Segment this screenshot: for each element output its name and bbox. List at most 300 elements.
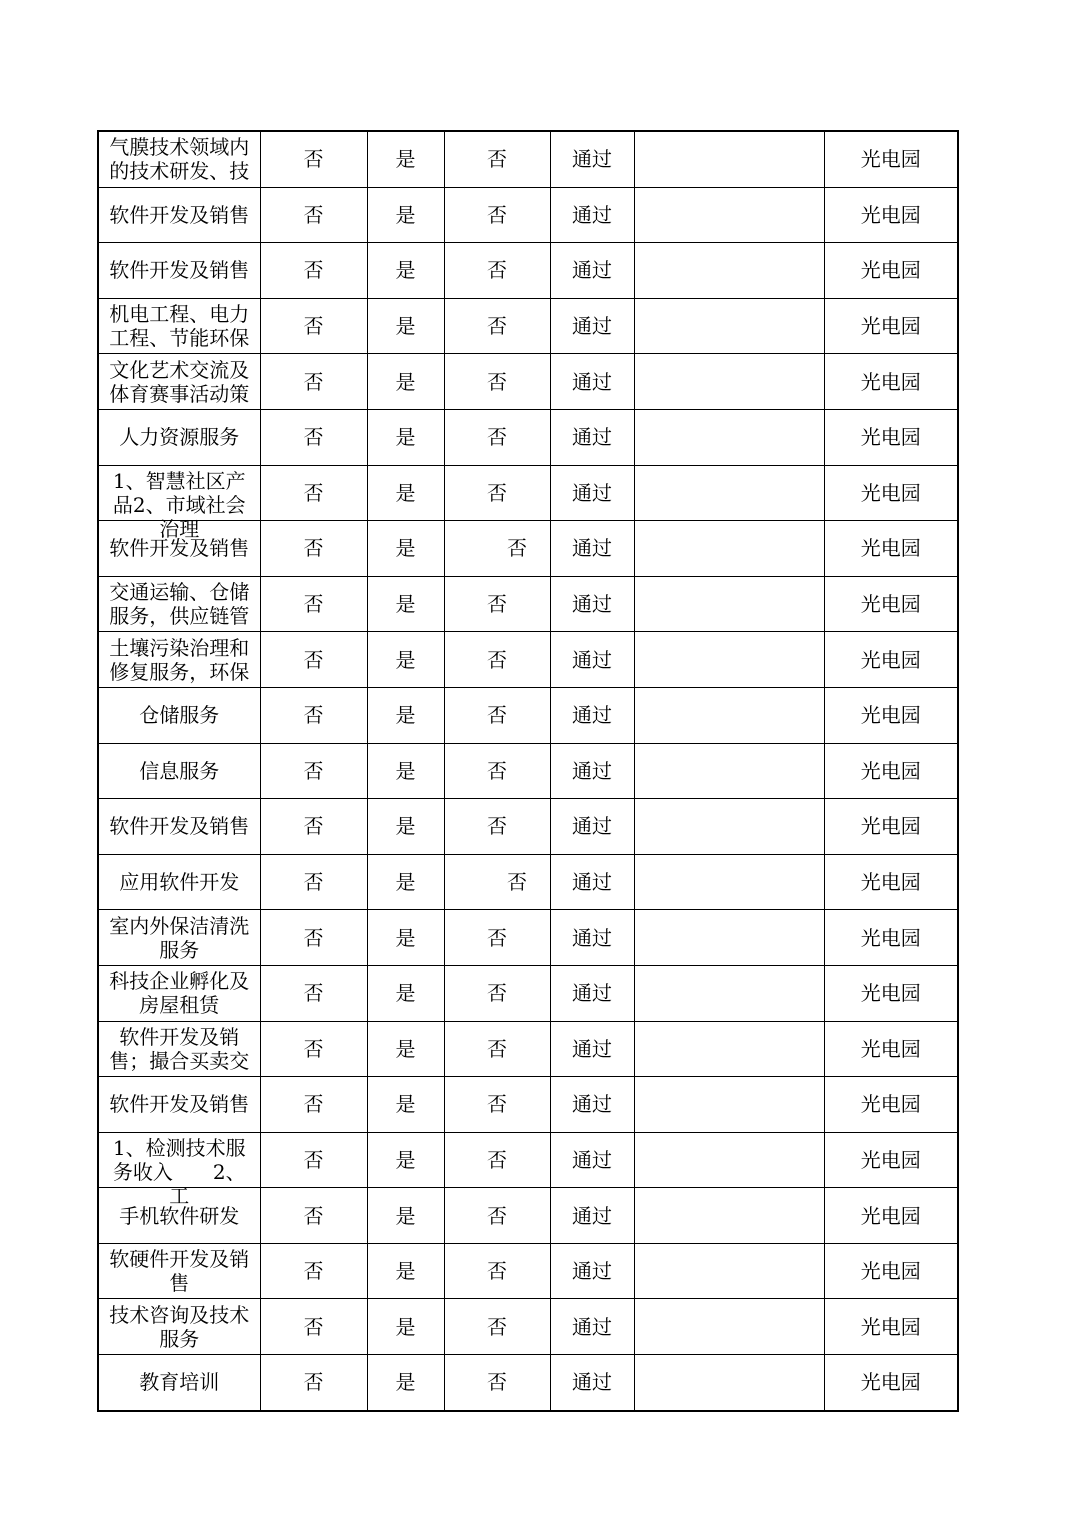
col2-cell xyxy=(260,354,367,410)
col2-cell xyxy=(260,1299,367,1355)
description-text: 软件开发及销售 xyxy=(109,202,250,227)
result-text: 通过 xyxy=(572,1036,612,1061)
description-text: 机电工程、电力工程、节能环保 xyxy=(109,302,250,351)
result-text: 通过 xyxy=(572,647,612,672)
col4-cell xyxy=(444,187,550,243)
table-row xyxy=(98,1132,958,1188)
table-row xyxy=(98,576,958,632)
note-cell xyxy=(634,187,824,243)
location-cell xyxy=(824,298,958,354)
description-cell xyxy=(98,354,260,410)
col4-text: 否 xyxy=(487,814,507,839)
result-text: 通过 xyxy=(572,536,612,561)
col3-cell xyxy=(367,1355,444,1411)
col2-cell xyxy=(260,1188,367,1244)
note-cell xyxy=(634,521,824,577)
col3-text: 是 xyxy=(395,592,416,617)
col4-text: 否 xyxy=(487,202,507,227)
col4-text: 否 xyxy=(487,647,507,672)
note-cell xyxy=(634,1132,824,1188)
col2-text: 否 xyxy=(303,647,324,672)
col3-text: 是 xyxy=(395,425,416,450)
col4-text: 否 xyxy=(507,870,527,895)
col4-cell xyxy=(444,1077,550,1133)
col2-text: 否 xyxy=(303,202,324,227)
result-text: 通过 xyxy=(572,480,612,505)
description-cell xyxy=(98,965,260,1021)
col2-text: 否 xyxy=(303,147,324,172)
location-cell xyxy=(824,1077,958,1133)
col2-cell xyxy=(260,1243,367,1299)
location-cell xyxy=(824,187,958,243)
col4-cell xyxy=(444,521,550,577)
location-text: 光电园 xyxy=(860,703,921,728)
note-cell xyxy=(634,354,824,410)
location-cell xyxy=(824,854,958,910)
result-text: 通过 xyxy=(572,981,612,1006)
col2-cell xyxy=(260,298,367,354)
col4-cell xyxy=(444,243,550,299)
description-cell xyxy=(98,1299,260,1355)
col3-cell xyxy=(367,354,444,410)
col2-text: 否 xyxy=(303,536,324,561)
location-cell xyxy=(824,1299,958,1355)
col3-cell xyxy=(367,799,444,855)
col3-cell xyxy=(367,298,444,354)
col2-cell xyxy=(260,243,367,299)
description-cell xyxy=(98,409,260,465)
description-cell xyxy=(98,910,260,966)
note-cell xyxy=(634,1355,824,1411)
col3-cell xyxy=(367,409,444,465)
description-text: 气膜技术领域内的技术研发、技 xyxy=(109,135,250,184)
description-cell xyxy=(98,298,260,354)
note-cell xyxy=(634,1299,824,1355)
col2-cell xyxy=(260,743,367,799)
location-text: 光电园 xyxy=(860,981,921,1006)
location-cell xyxy=(824,409,958,465)
description-cell xyxy=(98,187,260,243)
col2-text: 否 xyxy=(303,592,324,617)
col3-cell xyxy=(367,1021,444,1077)
description-text: 教育培训 xyxy=(139,1370,220,1395)
result-text: 通过 xyxy=(572,1147,612,1172)
col4-text: 否 xyxy=(487,425,507,450)
location-text: 光电园 xyxy=(860,814,921,839)
result-cell xyxy=(550,632,634,688)
location-text: 光电园 xyxy=(860,147,921,172)
col3-cell xyxy=(367,743,444,799)
col3-text: 是 xyxy=(395,1203,416,1228)
description-text: 交通运输、仓储服务，供应链管 xyxy=(109,580,250,629)
col3-text: 是 xyxy=(395,314,416,339)
note-cell xyxy=(634,409,824,465)
col4-text: 否 xyxy=(487,1314,507,1339)
col4-text: 否 xyxy=(487,1147,507,1172)
description-text: 仓储服务 xyxy=(139,703,220,728)
result-text: 通过 xyxy=(572,147,612,172)
col3-text: 是 xyxy=(395,1259,416,1284)
result-text: 通过 xyxy=(572,703,612,728)
col2-text: 否 xyxy=(303,1259,324,1284)
description-text: 人力资源服务 xyxy=(119,425,240,450)
col3-cell xyxy=(367,854,444,910)
note-cell xyxy=(634,243,824,299)
col2-text: 否 xyxy=(303,1203,324,1228)
location-text: 光电园 xyxy=(860,647,921,672)
col3-cell xyxy=(367,965,444,1021)
col3-text: 是 xyxy=(395,1092,416,1117)
result-cell xyxy=(550,854,634,910)
col4-text: 否 xyxy=(487,147,507,172)
table-row xyxy=(98,632,958,688)
result-cell xyxy=(550,243,634,299)
table-row xyxy=(98,1188,958,1244)
col2-cell xyxy=(260,1077,367,1133)
col3-text: 是 xyxy=(395,369,416,394)
table-row xyxy=(98,1243,958,1299)
result-text: 通过 xyxy=(572,1259,612,1284)
location-text: 光电园 xyxy=(860,925,921,950)
col3-text: 是 xyxy=(395,480,416,505)
table-row xyxy=(98,1021,958,1077)
col3-text: 是 xyxy=(395,1036,416,1061)
result-cell xyxy=(550,799,634,855)
table-row xyxy=(98,1355,958,1411)
result-cell xyxy=(550,409,634,465)
location-text: 光电园 xyxy=(860,202,921,227)
col4-cell xyxy=(444,576,550,632)
table-row xyxy=(98,854,958,910)
col4-text: 否 xyxy=(507,536,527,561)
col3-text: 是 xyxy=(395,202,416,227)
col4-text: 否 xyxy=(487,258,507,283)
result-text: 通过 xyxy=(572,870,612,895)
result-text: 通过 xyxy=(572,1314,612,1339)
col2-text: 否 xyxy=(303,480,324,505)
location-cell xyxy=(824,1243,958,1299)
description-text: 手机软件研发 xyxy=(119,1203,240,1228)
col2-cell xyxy=(260,521,367,577)
col2-text: 否 xyxy=(303,258,324,283)
location-text: 光电园 xyxy=(860,1370,921,1395)
result-cell xyxy=(550,1077,634,1133)
description-text: 软硬件开发及销售 xyxy=(109,1247,250,1296)
col4-cell xyxy=(444,409,550,465)
col2-cell xyxy=(260,965,367,1021)
col3-cell xyxy=(367,687,444,743)
col2-cell xyxy=(260,1021,367,1077)
col3-cell xyxy=(367,1188,444,1244)
table-row xyxy=(98,409,958,465)
col3-cell xyxy=(367,521,444,577)
col2-text: 否 xyxy=(303,870,324,895)
result-cell xyxy=(550,465,634,521)
col2-text: 否 xyxy=(303,814,324,839)
col4-text: 否 xyxy=(487,1203,507,1228)
result-text: 通过 xyxy=(572,1203,612,1228)
location-text: 光电园 xyxy=(860,258,921,283)
col3-text: 是 xyxy=(395,147,416,172)
col4-cell xyxy=(444,1243,550,1299)
location-text: 光电园 xyxy=(860,1092,921,1117)
description-cell xyxy=(98,243,260,299)
table-row xyxy=(98,687,958,743)
col3-cell xyxy=(367,1077,444,1133)
col4-cell xyxy=(444,354,550,410)
result-text: 通过 xyxy=(572,1092,612,1117)
col3-text: 是 xyxy=(395,814,416,839)
location-cell xyxy=(824,1132,958,1188)
table-row xyxy=(98,1299,958,1355)
col4-text: 否 xyxy=(487,314,507,339)
col4-cell xyxy=(444,799,550,855)
col3-cell xyxy=(367,465,444,521)
location-cell xyxy=(824,1355,958,1411)
result-cell xyxy=(550,298,634,354)
result-cell xyxy=(550,910,634,966)
col2-cell xyxy=(260,1355,367,1411)
description-cell xyxy=(98,799,260,855)
col3-text: 是 xyxy=(395,758,416,783)
location-text: 光电园 xyxy=(860,1314,921,1339)
col4-cell xyxy=(444,854,550,910)
description-text: 1、智慧社区产品2、市域社会治理 xyxy=(112,468,246,541)
result-cell xyxy=(550,1021,634,1077)
description-text: 文化艺术交流及体育赛事活动策 xyxy=(109,357,250,406)
col2-cell xyxy=(260,1132,367,1188)
description-text: 软件开发及销售 xyxy=(109,536,250,561)
table-row xyxy=(98,1077,958,1133)
col4-cell xyxy=(444,465,550,521)
col4-cell xyxy=(444,1021,550,1077)
description-cell xyxy=(98,632,260,688)
col3-text: 是 xyxy=(395,925,416,950)
location-cell xyxy=(824,632,958,688)
table-row xyxy=(98,910,958,966)
col3-text: 是 xyxy=(395,981,416,1006)
note-cell xyxy=(634,910,824,966)
table-row xyxy=(98,243,958,299)
col2-text: 否 xyxy=(303,981,324,1006)
description-text: 软件开发及销售 xyxy=(109,1092,250,1117)
col2-cell xyxy=(260,854,367,910)
location-cell xyxy=(824,910,958,966)
col2-text: 否 xyxy=(303,1147,324,1172)
description-cell xyxy=(98,1355,260,1411)
location-text: 光电园 xyxy=(860,1036,921,1061)
note-cell xyxy=(634,1077,824,1133)
table-row xyxy=(98,521,958,577)
col2-text: 否 xyxy=(303,425,324,450)
result-text: 通过 xyxy=(572,592,612,617)
col3-cell xyxy=(367,910,444,966)
result-cell xyxy=(550,1243,634,1299)
col3-text: 是 xyxy=(395,258,416,283)
location-cell xyxy=(824,576,958,632)
col4-text: 否 xyxy=(487,925,507,950)
location-text: 光电园 xyxy=(860,536,921,561)
result-cell xyxy=(550,965,634,1021)
col2-text: 否 xyxy=(303,314,324,339)
note-cell xyxy=(634,1021,824,1077)
col4-cell xyxy=(444,687,550,743)
col3-cell xyxy=(367,1299,444,1355)
location-cell xyxy=(824,743,958,799)
table-row xyxy=(98,799,958,855)
description-cell xyxy=(98,854,260,910)
note-cell xyxy=(634,1243,824,1299)
col4-cell xyxy=(444,131,550,187)
col2-cell xyxy=(260,910,367,966)
location-text: 光电园 xyxy=(860,314,921,339)
description-text: 信息服务 xyxy=(139,758,220,783)
description-cell xyxy=(98,576,260,632)
note-cell xyxy=(634,854,824,910)
col3-text: 是 xyxy=(395,870,416,895)
location-text: 光电园 xyxy=(860,369,921,394)
col4-cell xyxy=(444,1132,550,1188)
col2-text: 否 xyxy=(303,703,324,728)
col2-cell xyxy=(260,799,367,855)
col2-cell xyxy=(260,576,367,632)
col3-text: 是 xyxy=(395,1147,416,1172)
note-cell xyxy=(634,965,824,1021)
table-body xyxy=(98,131,958,1411)
result-text: 通过 xyxy=(572,1370,612,1395)
result-cell xyxy=(550,521,634,577)
col4-text: 否 xyxy=(487,480,507,505)
location-cell xyxy=(824,965,958,1021)
data-table xyxy=(97,130,959,1412)
location-cell xyxy=(824,1021,958,1077)
note-cell xyxy=(634,298,824,354)
note-cell xyxy=(634,465,824,521)
col4-cell xyxy=(444,1355,550,1411)
location-cell xyxy=(824,465,958,521)
result-text: 通过 xyxy=(572,925,612,950)
result-text: 通过 xyxy=(572,202,612,227)
description-text: 1、检测技术服务收入 2、工 xyxy=(112,1135,246,1208)
location-cell xyxy=(824,354,958,410)
result-text: 通过 xyxy=(572,369,612,394)
col3-text: 是 xyxy=(395,703,416,728)
location-cell xyxy=(824,521,958,577)
description-cell xyxy=(98,743,260,799)
col4-text: 否 xyxy=(487,369,507,394)
col3-text: 是 xyxy=(395,1314,416,1339)
location-text: 光电园 xyxy=(860,758,921,783)
result-cell xyxy=(550,743,634,799)
col4-text: 否 xyxy=(487,1036,507,1061)
result-cell xyxy=(550,1355,634,1411)
col2-text: 否 xyxy=(303,1036,324,1061)
col2-cell xyxy=(260,687,367,743)
table-row xyxy=(98,187,958,243)
col3-cell xyxy=(367,1243,444,1299)
col4-text: 否 xyxy=(487,981,507,1006)
col3-cell xyxy=(367,131,444,187)
col4-cell xyxy=(444,743,550,799)
description-text: 室内外保洁清洗服务 xyxy=(109,913,250,962)
col4-text: 否 xyxy=(487,758,507,783)
note-cell xyxy=(634,799,824,855)
col3-cell xyxy=(367,1132,444,1188)
col2-cell xyxy=(260,131,367,187)
result-cell xyxy=(550,354,634,410)
col2-cell xyxy=(260,632,367,688)
note-cell xyxy=(634,131,824,187)
col3-cell xyxy=(367,576,444,632)
col4-cell xyxy=(444,1299,550,1355)
note-cell xyxy=(634,687,824,743)
location-cell xyxy=(824,243,958,299)
col2-text: 否 xyxy=(303,369,324,394)
col2-text: 否 xyxy=(303,758,324,783)
col2-text: 否 xyxy=(303,925,324,950)
description-cell xyxy=(98,1243,260,1299)
location-text: 光电园 xyxy=(860,1259,921,1284)
col4-cell xyxy=(444,298,550,354)
location-text: 光电园 xyxy=(860,1203,921,1228)
description-cell xyxy=(98,1021,260,1077)
result-text: 通过 xyxy=(572,425,612,450)
col3-text: 是 xyxy=(395,536,416,561)
description-cell xyxy=(98,1132,260,1208)
col2-cell xyxy=(260,465,367,521)
result-cell xyxy=(550,687,634,743)
col3-cell xyxy=(367,187,444,243)
description-cell xyxy=(98,1077,260,1133)
col2-text: 否 xyxy=(303,1092,324,1117)
note-cell xyxy=(634,1188,824,1244)
location-text: 光电园 xyxy=(860,1147,921,1172)
col4-text: 否 xyxy=(487,703,507,728)
col4-text: 否 xyxy=(487,1092,507,1117)
table-row xyxy=(98,354,958,410)
col2-cell xyxy=(260,409,367,465)
result-text: 通过 xyxy=(572,758,612,783)
col2-text: 否 xyxy=(303,1370,324,1395)
table-row xyxy=(98,465,958,521)
description-cell xyxy=(98,131,260,187)
description-text: 科技企业孵化及房屋租赁 xyxy=(109,969,250,1018)
col3-text: 是 xyxy=(395,647,416,672)
description-cell xyxy=(98,465,260,541)
result-text: 通过 xyxy=(572,814,612,839)
table-row xyxy=(98,298,958,354)
col4-cell xyxy=(444,1188,550,1244)
description-text: 软件开发及销售 xyxy=(109,814,250,839)
note-cell xyxy=(634,576,824,632)
location-cell xyxy=(824,687,958,743)
result-cell xyxy=(550,1188,634,1244)
col4-cell xyxy=(444,965,550,1021)
location-text: 光电园 xyxy=(860,592,921,617)
result-text: 通过 xyxy=(572,258,612,283)
location-cell xyxy=(824,131,958,187)
location-cell xyxy=(824,1188,958,1244)
col2-cell xyxy=(260,187,367,243)
location-cell xyxy=(824,799,958,855)
col2-text: 否 xyxy=(303,1314,324,1339)
note-cell xyxy=(634,743,824,799)
col3-cell xyxy=(367,632,444,688)
note-cell xyxy=(634,632,824,688)
result-text: 通过 xyxy=(572,314,612,339)
location-text: 光电园 xyxy=(860,480,921,505)
description-text: 应用软件开发 xyxy=(119,870,240,895)
